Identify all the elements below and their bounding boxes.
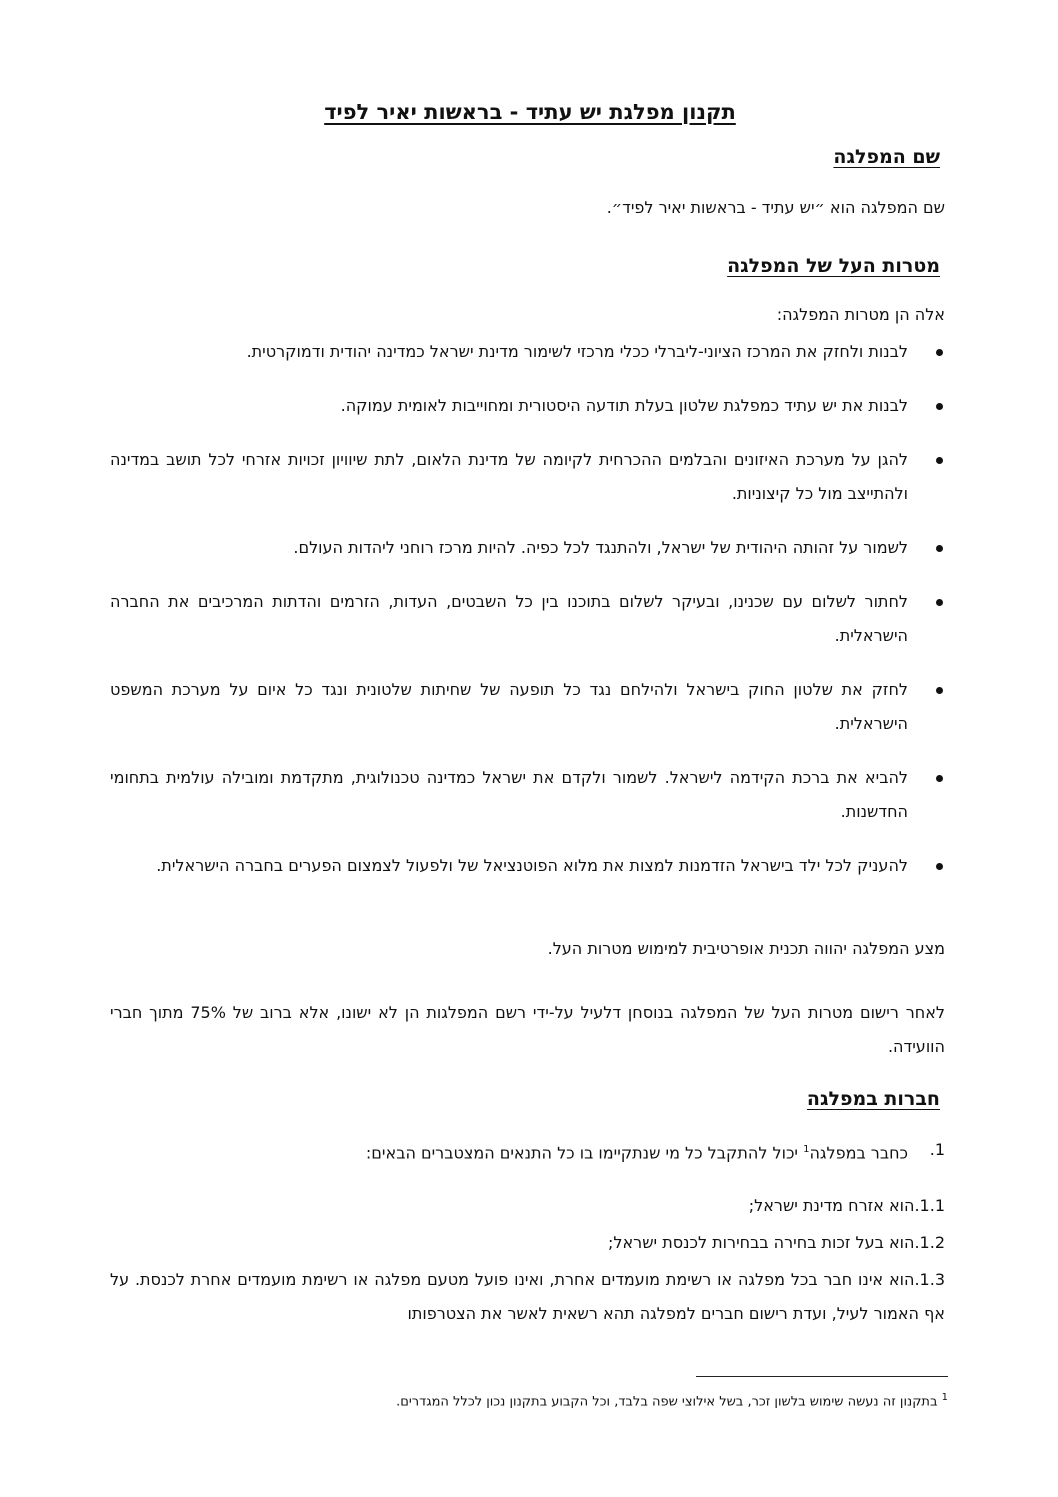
list-item: לבנות את יש עתיד כמפלגת שלטון בעלת תודעה היסטורית ומחוייבות לאומית עמוקה.	[110, 389, 945, 423]
bullet-icon	[936, 599, 943, 606]
membership-subitem: 1.1.הוא אזרח מדינת ישראל;	[748, 1196, 945, 1215]
footnote: $^1$ בתקנון זה נעשה שימוש בלשון זכר, בשל אילוצי שפה בלבד, וכל הקבוע בתקנון נכון לכלל המגדרים.	[396, 1392, 948, 1410]
footnote-separator	[696, 1376, 948, 1377]
bullet-icon	[936, 457, 943, 464]
bullet-icon	[936, 863, 943, 870]
footnote-reference: 1	[803, 1144, 810, 1155]
list-item: לחתור לשלום עם שכנינו, ובעיקר לשלום בתוכנו בין כל השבטים, העדות, הזרמים והדתות המרכיבים את החברה הישראלית.	[110, 585, 945, 653]
membership-subitem: 1.3.הוא אינו חבר בכל מפלגה או רשימת מועמדים אחרת, ואינו פועל מטעם מפלגה או רשימת מועמדים אחרת לכנסת. על אף האמור לעיל, ועדת רישום חברים למפלגה תהא רשאית לאשר את הצטרפותו	[110, 1270, 945, 1323]
list-item: לבנות ולחזק את המרכז הציוני-ליברלי ככלי מרכזי לשימור מדינת ישראל כמדינה יהודית ודמוקרטית.	[110, 335, 945, 369]
platform-paragraph: מצע המפלגה יהווה תכנית אופרטיבית למימוש מטרות העל.	[547, 939, 945, 958]
section-heading-membership: חברות במפלגה	[806, 1088, 940, 1110]
membership-item-1: כחבר במפלגה$^1$ יכול להתקבל כל מי שנתקיימו בו כל התנאים המצטברים הבאים:	[365, 1143, 908, 1163]
list-item: להגן על מערכת האיזונים והבלמים ההכרחית לקיומה של מדינת הלאום, לתת שיוויון זכויות אזרחי לכל תושב במדינה ולהתייצב מול כל קיצוניות.	[110, 443, 945, 511]
list-item: לחזק את שלטון החוק בישראל ולהילחם נגד כל תופעה של שחיתות שלטונית ונגד כל איום על מערכת המשפט הישראלית.	[110, 673, 945, 741]
bullet-icon	[936, 403, 943, 410]
list-item: להעניק לכל ילד בישראל הזדמנות למצות את מלוא הפוטנציאל של ולפעול לצמצום הפערים בחברה הישראלית.	[110, 849, 945, 883]
amendment-paragraph: לאחר רישום מטרות העל של המפלגה בנוסחן דלעיל על-ידי רשם המפלגות הן לא ישונו, אלא ברוב של 75% מתוך חברי הוועידה.	[110, 1003, 945, 1056]
item-number: 1.	[929, 1140, 945, 1159]
membership-subitem: 1.2.הוא בעל זכות בחירה בבחירות לכנסת ישראל;	[608, 1233, 945, 1252]
bullet-icon	[936, 687, 943, 694]
list-item: להביא את ברכת הקידמה לישראל. לשמור ולקדם את ישראל כמדינה טכנולוגית, מתקדמת ומובילה עולמית בתחומי החדשנות.	[110, 761, 945, 829]
section-heading-goals: מטרות העל של המפלגה	[727, 255, 940, 277]
section-heading-party-name: שם המפלגה	[833, 146, 940, 168]
bullet-icon	[936, 545, 943, 552]
goals-list	[110, 335, 945, 903]
bullet-icon	[936, 349, 943, 356]
party-name-paragraph: שם המפלגה הוא ״יש עתיד - בראשות יאיר לפיד״.	[606, 198, 945, 217]
footnote-mark: 1	[941, 1392, 948, 1403]
list-item: לשמור על זהותה היהודית של ישראל, ולהתנגד לכל כפיה. להיות מרכז רוחני ליהדות העולם.	[110, 531, 945, 565]
document-title: תקנון מפלגת יש עתיד - בראשות יאיר לפיד	[324, 100, 736, 124]
goals-intro: אלה הן מטרות המפלגה:	[776, 305, 945, 324]
bullet-icon	[936, 775, 943, 782]
